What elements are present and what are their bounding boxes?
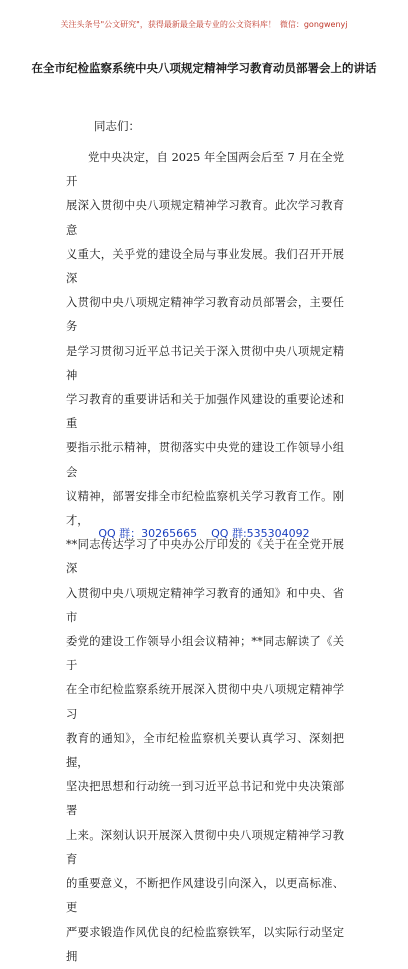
body-line: 严要求锻造作风优良的纪检监察铁军，以实际行动坚定拥 [66,925,344,963]
qq-group-1: QQ 群：30265665 [98,527,198,540]
promo-header [0,20,408,30]
body-line: 义重大，关乎党的建设全局与事业发展。我们召开开展深 [66,247,344,286]
greeting: 同志们： [94,119,140,133]
body-line: 展深入贯彻中央八项规定精神学习教育。此次学习教育意 [66,199,344,237]
qq-group-2: QQ 群:535304092 [211,527,310,540]
body-line: 党中央决定，自 2025 年全国两会后至 7 月在全党开 [66,151,344,189]
document-title: 在全市纪检监察系统中央八项规定精神学习教育动员部署会上的讲话 [31,61,377,75]
body-line: 入贯彻中央八项规定精神学习教育的通知》和中央、省市 [66,586,344,624]
body-line: 坚决把思想和行动统一到习近平总书记和党中央决策部署 [66,780,344,818]
body-line: 议精神，部署安排全市纪检监察机关学习教育工作。刚才， [66,489,344,528]
body-line: 要指示批示精神，贯彻落实中央党的建设工作领导小组会 [66,441,344,479]
body-line: 上来。深刻认识开展深入贯彻中央八项规定精神学习教育 [66,828,344,866]
footer-contacts [0,527,408,541]
body-line: 入贯彻中央八项规定精神学习教育动员部署会，主要任务 [66,296,344,334]
promo-text: 关注头条号"公文研究"，获得最新最全最专业的公文资料库！ [60,20,276,29]
body-line: 教育的通知》，全市纪检监察机关要认真学习、深刻把握， [66,731,344,770]
document-body [66,146,344,969]
body-line: 在全市纪检监察系统开展深入贯彻中央八项规定精神学习 [66,683,344,721]
body-line: 的重要意义，不断把作风建设引向深入，以更高标准、更 [66,877,344,915]
wechat-id: 微信：gongwenyj [279,20,348,29]
body-line: **同志传达学习了中央办公厅印发的《关于在全党开展深 [66,538,344,576]
body-line: 委党的建设工作领导小组会议精神；**同志解读了《关于 [66,635,344,673]
body-line: 是学习贯彻习近平总书记关于深入贯彻中央八项规定精神 [66,344,344,382]
body-line: 学习教育的重要讲话和关于加强作风建设的重要论述和重 [66,393,344,431]
